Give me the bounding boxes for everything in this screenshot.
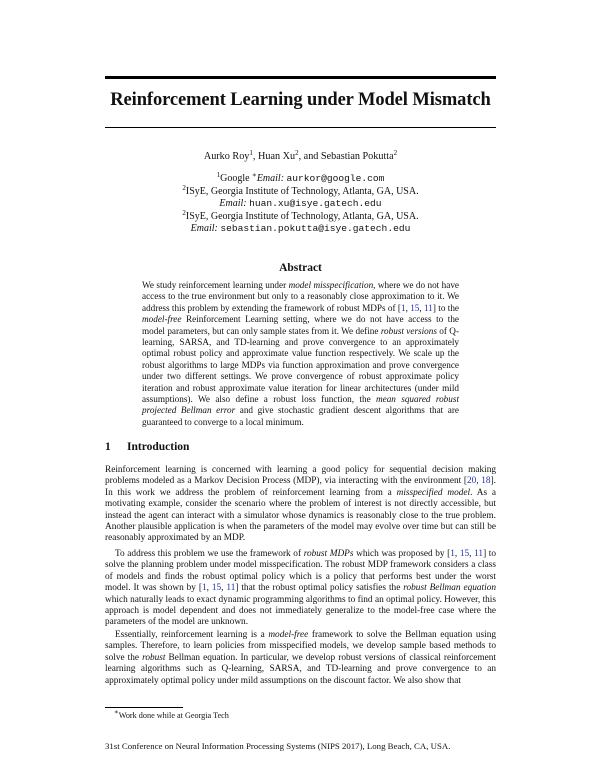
footnote xyxy=(114,708,229,720)
affiliation-line xyxy=(105,198,496,211)
affil-org: ISyE, Georgia Institute of Technology, Atlanta, GA, USA. xyxy=(185,210,419,222)
abstract-text: We study reinforcement learning under model misspecification, where we do not have access to the true environment but only to a reasonably close approximation to it. We address this problem by extending the framework of robust MDPs of [1, 15, 11] to the model-free Reinforcement Learning setting, where we do not have access to the model parameters, but can only sample states from it. We define robust versions of Q-learning, SARSA, and TD-learning and prove convergence to an approximately optimal robust policy and approximate value function respectively. We scale up the robust algorithms to large MDPs via function approximation and prove convergence under two different settings. We prove convergence of robust approximate policy iteration and robust approximate value iteration for linear architectures (under mild assumptions). We also define a robust loss function, the mean squared robust projected Bellman error and give stochastic gradient descent algorithms that are guaranteed to converge to a local minimum. xyxy=(142,280,460,427)
footnote-mark: ∗ xyxy=(252,171,257,179)
affiliation-line xyxy=(105,183,496,199)
footnote-mark: ∗ xyxy=(114,708,119,716)
section-title: Introduction xyxy=(127,441,190,453)
title-rule-top xyxy=(105,76,496,79)
citation-link[interactable]: 15 xyxy=(410,302,420,313)
citation-link[interactable]: 1 xyxy=(201,583,207,594)
section-heading xyxy=(105,441,189,453)
citation-link[interactable]: 15 xyxy=(211,583,222,594)
citation-link[interactable]: 20 xyxy=(466,476,477,487)
citation-link[interactable]: 15 xyxy=(459,549,470,559)
affil-mark: 2 xyxy=(182,208,186,217)
email-label: Email: xyxy=(219,198,250,210)
author-name: , Huan Xu xyxy=(252,151,296,162)
affil-org: Google xyxy=(220,173,253,184)
author-affil-mark: 2 xyxy=(393,149,398,157)
affiliations xyxy=(105,173,496,236)
affiliation-line xyxy=(105,208,496,224)
citation-link[interactable]: 11 xyxy=(424,302,433,313)
venue-note: 31st Conference on Neural Information Processing Systems (NIPS 2017), Long Beach, CA, USA. xyxy=(105,741,451,751)
email-address: sebastian.pokutta@isye.gatech.edu xyxy=(220,223,411,235)
citation-link[interactable]: 18 xyxy=(481,476,491,487)
body-paragraph: Reinforcement learning is concerned with learning a good policy for sequential decision making problems modeled as a Markov Decision Process (MDP), via interacting with the environment [20, 18]. In this work we address the problem of reinforcement learning from a misspecified model. As a motivating example, consider the scenario where the problem of interest is not directly accessible, but instead the agent can interact with a simulator whose dynamics is reasonably close to the true problem. Another plausible application is when the parameters of the model may evolve over time but can still be reasonably approximated by an MDP. xyxy=(105,465,496,544)
author-name: Aurko Roy xyxy=(203,151,250,162)
email-label: Email: xyxy=(256,173,287,184)
author-name: , and Sebastian Pokutta xyxy=(298,151,394,162)
email-address: aurkor@google.com xyxy=(286,173,385,184)
author-list xyxy=(105,151,496,162)
affiliation-line xyxy=(105,223,496,236)
citation-link[interactable]: 11 xyxy=(474,549,484,559)
email-label: Email: xyxy=(190,223,221,235)
body-paragraph: Essentially, reinforcement learning is a model-free framework to solve the Bellman equation using samples. Therefore, to learn policies from misspecified models, we develop sample based methods to solve the robust Bellman equation. In particular, we develop robust versions of classical reinforcement learning algorithms such as Q-learning, SARSA, and TD-learning and prove convergence to an approximately optimal policy under mild assumptions on the discount factor. We also show that xyxy=(105,630,496,686)
citation-link[interactable]: 11 xyxy=(226,583,236,594)
citation-link[interactable]: 1 xyxy=(400,302,406,313)
body-paragraph: To address this problem we use the framework of robust MDPs which was proposed by [1, 15, 11] to solve the planning problem under model misspecification. The robust MDP framework considers a class of models and finds the robust optimal policy which is a policy that performs best under the worst model. It was shown by [1, 15, 11] that the robust optimal policy satisfies the robust Bellman equation which naturally leads to exact dynamic programming algorithms to find an optimal policy. However, this approach is model dependent and does not immediately generalize to the model-free case where the parameters of the model are unknown. xyxy=(105,549,497,628)
affil-org: ISyE, Georgia Institute of Technology, Atlanta, GA, USA. xyxy=(185,185,419,197)
affil-mark: 2 xyxy=(182,183,186,192)
section-number: 1 xyxy=(105,441,111,453)
citation-link[interactable]: 1 xyxy=(450,549,455,559)
affiliation-line xyxy=(105,173,496,186)
paper-title: Reinforcement Learning under Model Mismatch xyxy=(110,90,491,110)
title-rule-bottom xyxy=(105,127,496,128)
author-affil-mark: 2 xyxy=(295,149,299,157)
abstract-heading: Abstract xyxy=(279,262,322,274)
author-affil-mark: 1 xyxy=(249,149,253,157)
footnote-text: Work done while at Georgia Tech xyxy=(118,711,229,720)
affil-mark: 1 xyxy=(216,171,221,179)
email-address: huan.xu@isye.gatech.edu xyxy=(249,198,382,210)
